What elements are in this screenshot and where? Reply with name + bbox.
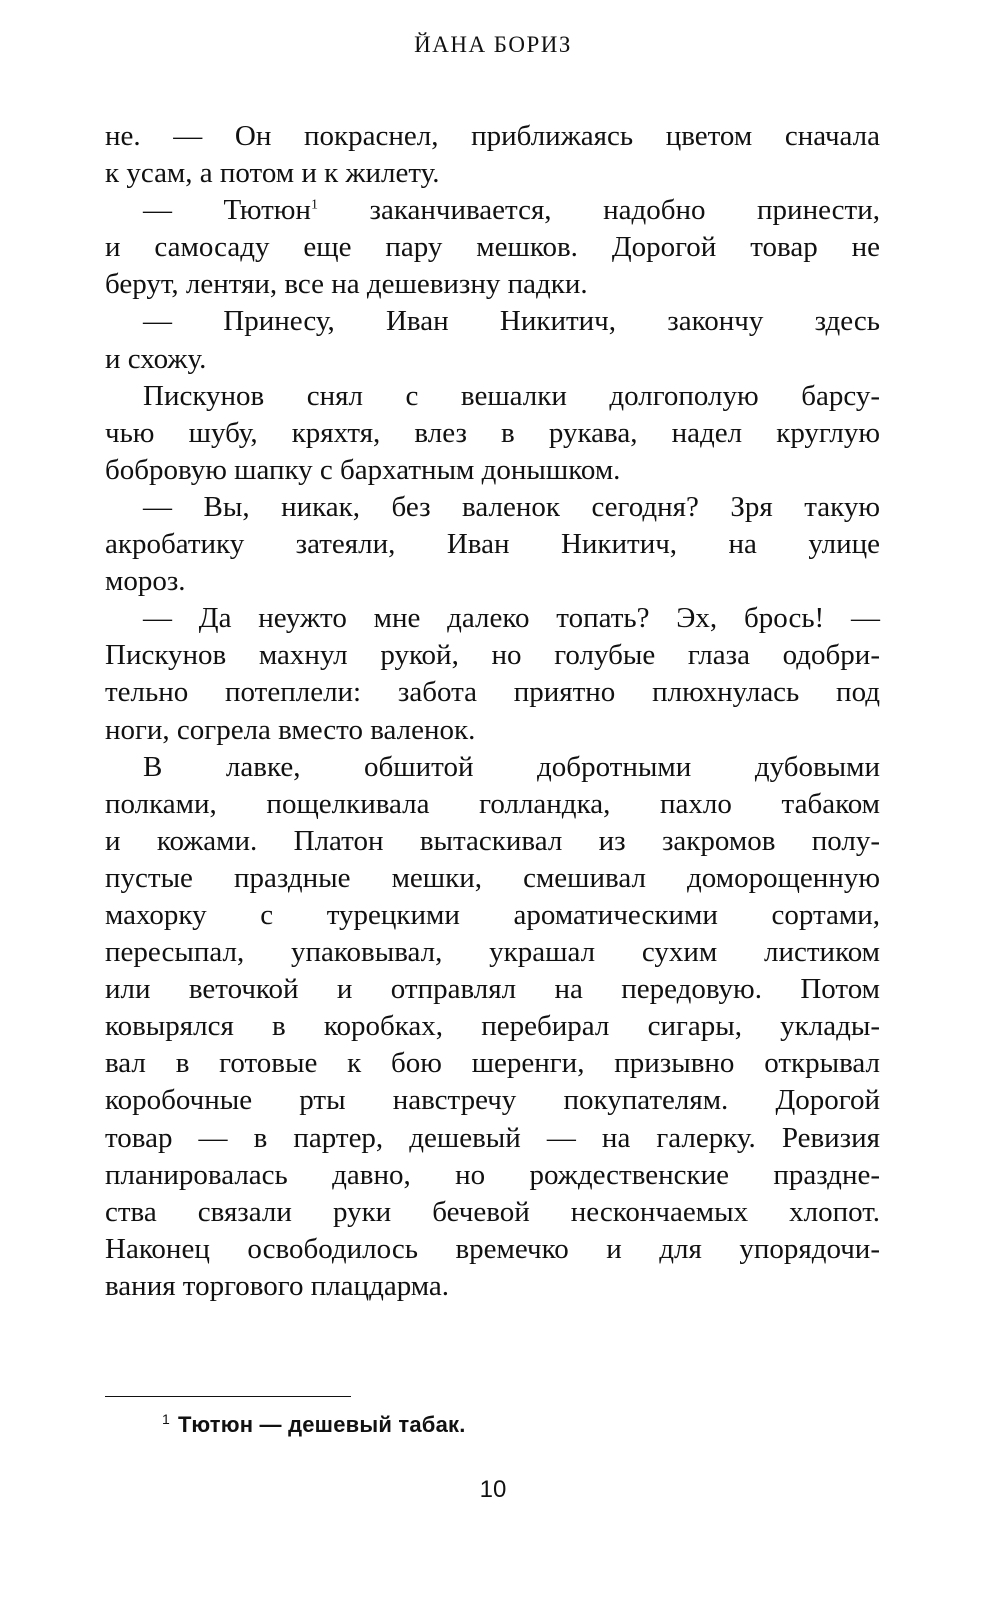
- text-line: Пискунов махнул рукой, но голубые глаза одобри-: [105, 639, 880, 672]
- text-line: В лавке, обшитой добротными дубовыми: [143, 750, 880, 783]
- text-line: — Принесу, Иван Никитич, закончу здесь: [143, 305, 880, 338]
- text-line: акробатику затеяли, Иван Никитич, на улице: [105, 528, 880, 561]
- text-line: планировалась давно, но рождественские праздне-: [105, 1158, 880, 1191]
- text-line: бобровую шапку с бархатным донышком.: [105, 453, 621, 486]
- text-line: не. — Он покраснел, приближаясь цветом сначала: [105, 120, 880, 152]
- text-line: ства связали руки бечевой нескончаемых хлопот.: [105, 1195, 880, 1228]
- text-line: пустые праздные мешки, смешивал доморощенную: [105, 861, 880, 894]
- text-line: и кожами. Платон вытаскивал из закромов полу-: [105, 824, 880, 857]
- footnote-mark: 1: [162, 1410, 170, 1427]
- text-line: или веточкой и отправлял на передовую. Потом: [105, 973, 880, 1006]
- text-line: Наконец освободилось времечко и для упорядочи-: [105, 1232, 880, 1265]
- text-line: тельно потеплели: забота приятно плюхнулась под: [105, 676, 880, 709]
- footnote-reference[interactable]: 1: [310, 197, 318, 213]
- page-number: 10: [479, 1476, 507, 1503]
- text-segment: заканчивается, надобно принести,: [317, 194, 880, 227]
- text-line: и схожу.: [105, 342, 207, 375]
- text-line: ноги, согрела вместо валенок.: [105, 713, 476, 746]
- text-line: товар — в партер, дешевый — на галерку. Ревизия: [105, 1121, 880, 1154]
- text-line: мороз.: [105, 565, 186, 598]
- text-line: — Вы, никак, без валенок сегодня? Зря такую: [143, 490, 880, 523]
- running-head-author: ЙАНА БОРИЗ: [414, 32, 572, 57]
- text-line: коробочные рты навстречу покупателям. Дорогой: [105, 1084, 880, 1117]
- text-segment: — Тютюн: [143, 194, 311, 227]
- text-line: чью шубу, кряхтя, влез в рукава, надел круглую: [105, 416, 880, 449]
- text-line: берут, лентяи, все на дешевизну падки.: [105, 268, 588, 301]
- footnote-text: Тютюн — дешевый табак.: [178, 1412, 466, 1437]
- text-line: пересыпал, упаковывал, украшал сухим листиком: [105, 936, 880, 969]
- footnote: [162, 1410, 466, 1440]
- text-line: и самосаду еще пару мешков. Дорогой товар не: [105, 231, 880, 264]
- body-text: [105, 118, 880, 1305]
- text-line: к усам, а потом и к жилету.: [105, 157, 440, 190]
- footnote-divider: [105, 1396, 351, 1397]
- text-line: вания торгового плацдарма.: [105, 1269, 450, 1302]
- text-line: махорку с турецкими ароматическими сортами,: [105, 898, 880, 931]
- text-line: вал в готовые к бою шеренги, призывно открывал: [105, 1047, 880, 1080]
- text-line: — Да неужто мне далеко топать? Эх, брось! —: [143, 602, 880, 635]
- text-line-with-footnote-ref: [105, 192, 880, 229]
- text-line: полками, пощелкивала голландка, пахло табаком: [105, 787, 880, 820]
- text-line: Пискунов снял с вешалки долгополую барсу-: [143, 379, 880, 412]
- text-line: ковырялся в коробках, перебирал сигары, уклады-: [105, 1010, 880, 1043]
